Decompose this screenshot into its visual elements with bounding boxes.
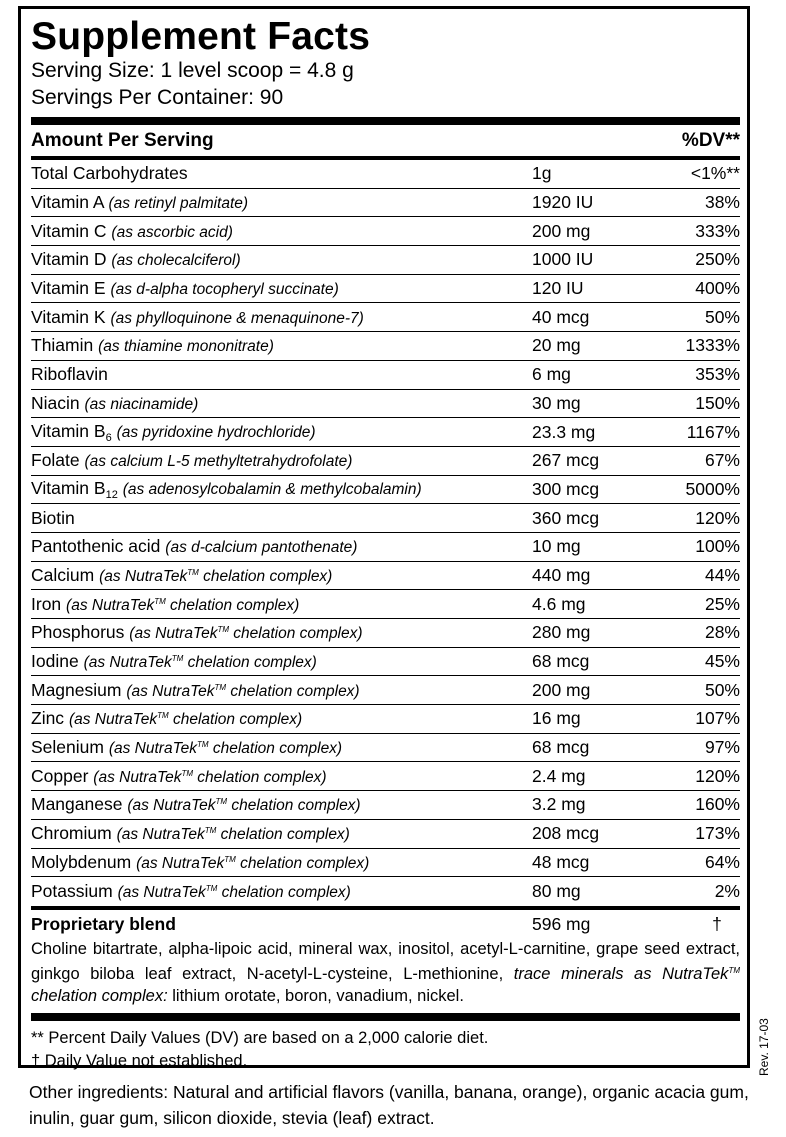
nutrient-amount: 200 mg [532,679,591,700]
nutrient-amount: 68 mcg [532,651,590,672]
nutrient-source-end: chelation complex) [226,682,360,700]
table-row [31,648,740,677]
nutrient-dv: 120% [695,507,740,528]
nutrient-source-end: chelation complex) [168,711,303,729]
nutrient-source-end: chelation complex) [208,740,343,758]
nutrient-name: Iodine [31,651,79,672]
nutrient-name-cell [31,478,532,501]
table-row [31,877,740,906]
panel-content [31,9,740,1073]
table-row [31,619,740,648]
nutrient-source: (as calcium L-5 methyltetrahydrofolate) [84,453,353,471]
servings-per-container: Servings Per Container: 90 [31,86,284,109]
blend-amount: 596 mg [532,914,591,935]
nutrient-amount: 267 mcg [532,450,600,471]
nutrient-amount: 360 mcg [532,507,600,528]
table-row [31,762,740,791]
nutrient-name: Molybdenum [31,851,132,872]
nutrient-source-end: chelation complex) [165,596,300,614]
other-ingredients: Other ingredients: Natural and artificial flavors (vanilla, banana, orange), organic acacia gum, inulin, guar gum, silicon dioxide, stevia (leaf) extract. [29,1082,749,1128]
nutrient-dv: 173% [695,823,740,844]
trademark-mark: TM [197,740,209,750]
nutrient-name-cell [31,708,532,729]
table-row [31,849,740,878]
nutrient-source: (as NutraTek [66,596,155,614]
nutrient-amount: 1000 IU [532,249,594,270]
table-row [31,562,740,591]
table-row [31,418,740,447]
blend-name: Proprietary blend [31,914,176,935]
nutrient-name: Pantothenic acid [31,536,161,557]
blend-text-italic: chelation complex: [31,986,168,1005]
nutrient-dv: 1333% [685,335,740,356]
nutrient-source: (as ascorbic acid) [111,223,233,241]
nutrient-dv: 67% [704,450,740,471]
table-row [31,246,740,275]
nutrient-source-end: chelation complex) [216,826,350,844]
nutrient-name: Riboflavin [31,364,108,385]
nutrient-source: (as NutraTek [136,854,225,872]
nutrient-name: Vitamin D [31,249,107,270]
nutrient-name: Vitamin C [31,220,107,241]
table-row [31,734,740,763]
nutrient-amount: 1g [532,163,552,184]
nutrient-name: Manganese [31,794,123,815]
nutrient-name-cell [31,364,532,385]
nutrient-dv: 250% [695,249,740,270]
dv-header-label: %DV** [681,129,740,151]
nutrient-dv: 97% [704,737,740,758]
nutrient-name-cell [31,421,532,444]
subscript: 6 [105,431,112,444]
trademark-mark: TM [157,711,169,721]
amount-per-serving-label: Amount Per Serving [31,129,214,151]
table-row [31,447,740,476]
nutrient-dv: 38% [704,192,740,213]
trademark-mark: TM [205,884,218,894]
trademark-mark: TM [181,768,193,778]
trademark-mark: TM [728,965,740,975]
nutrient-name-cell [31,680,532,701]
blend-text-end: lithium orotate, boron, vanadium, nickel. [167,986,464,1005]
nutrient-source: (as NutraTek [117,884,206,902]
nutrient-source: (as NutraTek [126,682,215,700]
nutrient-name-cell [31,766,532,787]
nutrient-amount: 48 mcg [532,851,590,872]
nutrient-amount: 30 mg [532,392,581,413]
nutrient-name: Calcium [31,564,95,585]
nutrient-dv: 1167% [686,421,740,442]
nutrient-name-cell [31,622,532,643]
nutrient-dv: 150% [695,392,740,413]
nutrient-dv: 100% [695,536,740,557]
nutrient-name: Zinc [31,708,65,729]
nutrient-name: Total Carbohydrates [31,163,188,184]
nutrient-name-cell [31,651,532,672]
nutrient-amount: 280 mg [532,622,591,643]
nutrient-name: Phosphorus [31,622,125,643]
table-row [31,705,740,734]
nutrient-name-cell [31,508,532,529]
nutrient-name-cell [31,823,532,844]
table-row [31,476,740,505]
nutrient-name-cell [31,737,532,758]
table-row [31,160,740,189]
nutrient-amount: 3.2 mg [532,794,586,815]
nutrient-dv: 44% [704,564,740,585]
revision-code: Rev. 17-03 [757,1018,771,1076]
nutrient-name: Potassium [31,881,113,902]
footnote-dv: ** Percent Daily Values (DV) are based on a 2,000 calorie diet. [31,1028,489,1047]
table-row [31,504,740,533]
nutrient-name-cell [31,278,532,299]
nutrient-source: (as d-alpha tocopheryl succinate) [110,281,339,299]
table-row [31,189,740,218]
nutrient-name: Vitamin K [31,306,106,327]
nutrient-name-cell [31,163,532,184]
blend-ingredients [31,938,740,1007]
table-row [31,332,740,361]
panel-title: Supplement Facts [31,15,371,58]
nutrient-source: (as phylloquinone & menaquinone-7) [110,309,364,327]
trademark-mark: TM [217,625,229,635]
nutrient-name: Vitamin B [31,420,106,441]
trademark-mark: TM [187,567,199,577]
nutrient-amount: 68 mcg [532,737,590,758]
nutrient-dv: 353% [695,364,740,385]
nutrient-source: (as NutraTek [108,740,197,758]
nutrient-source: (as NutraTek [127,797,216,815]
nutrient-name-cell [31,852,532,873]
nutrient-source: (as adenosylcobalamin & methylcobalamin) [122,480,422,498]
table-row [31,791,740,820]
proprietary-blend-row [31,910,740,940]
nutrient-amount: 4.6 mg [532,593,586,614]
nutrient-dv: 45% [704,651,740,672]
supplement-facts-panel [18,6,750,1068]
nutrient-name: Niacin [31,392,80,413]
nutrient-source: (as pyridoxine hydrochloride) [116,423,316,441]
nutrient-dv: 50% [704,306,740,327]
table-row [31,390,740,419]
nutrient-source: (as NutraTek [68,711,158,729]
nutrient-name: Biotin [31,507,75,528]
table-row [31,590,740,619]
nutrient-name-cell [31,192,532,213]
table-row [31,676,740,705]
nutrient-name: Selenium [31,737,104,758]
nutrient-source: (as NutraTek [83,654,172,672]
nutrient-name: Vitamin A [31,192,104,213]
nutrient-source-end: chelation complex) [217,884,351,902]
trademark-mark: TM [171,654,184,664]
nutrient-source-end: chelation complex) [198,567,333,585]
nutrient-name-cell [31,307,532,328]
nutrient-source: (as NutraTek [116,826,205,844]
nutrient-amount: 440 mg [532,564,591,585]
nutrient-amount: 2.4 mg [532,765,586,786]
blend-text-plain: Choline bitartrate, alpha-lipoic acid, mineral wax, inositol, acetyl-L-carnitine, grape seed extract, ginkgo biloba leaf extract, N-acetyl-L-cysteine, L-methionine, [31,939,740,983]
nutrient-name-cell [31,221,532,242]
nutrient-name-cell [31,565,532,586]
nutrient-source: (as NutraTek [99,567,188,585]
nutrient-dv: 120% [695,765,740,786]
footnotes [31,1027,740,1073]
blend-dv: † [712,914,722,935]
nutrient-source: (as retinyl palmitate) [108,195,249,213]
trademark-mark: TM [224,854,236,864]
nutrient-dv: 2% [714,881,740,902]
nutrient-name-cell [31,335,532,356]
table-row [31,361,740,390]
nutrient-name-cell [31,881,532,902]
nutrient-amount: 16 mg [532,708,581,729]
nutrient-source: (as d-calcium pantothenate) [165,539,358,557]
nutrient-dv: 333% [695,220,740,241]
nutrient-amount: 20 mg [532,335,581,356]
nutrient-name: Vitamin B [31,477,106,498]
nutrient-amount: 120 IU [532,278,584,299]
heavy-divider [31,117,740,125]
nutrient-name-cell [31,393,532,414]
serving-size: Serving Size: 1 level scoop = 4.8 g [31,59,354,82]
nutrient-name: Copper [31,765,89,786]
blend-text-italic: trace minerals as NutraTek [513,964,729,983]
nutrient-amount: 6 mg [532,364,571,385]
nutrient-source-end: chelation complex) [227,797,361,815]
nutrient-dv: 50% [704,679,740,700]
nutrient-amount: 300 mcg [532,478,600,499]
footnote-dagger: † Daily Value not established. [31,1051,248,1070]
nutrient-source-end: chelation complex) [193,768,327,786]
nutrient-amount: 200 mg [532,220,591,241]
trademark-mark: TM [214,682,227,692]
subscript: 12 [105,488,118,501]
nutrient-amount: 23.3 mg [532,421,596,442]
nutrient-source-end: chelation complex) [183,654,317,672]
nutrient-name-cell [31,594,532,615]
nutrient-name-cell [31,450,532,471]
nutrient-source-end: chelation complex) [235,854,370,872]
trademark-mark: TM [204,826,217,836]
table-header [31,125,740,156]
table-row [31,275,740,304]
nutrient-amount: 10 mg [532,536,581,557]
nutrient-dv: 400% [695,278,740,299]
trademark-mark: TM [154,596,166,606]
nutrient-source: (as thiamine mononitrate) [98,338,274,356]
table-row [31,820,740,849]
nutrient-name: Vitamin E [31,278,106,299]
nutrient-name: Folate [31,450,80,471]
nutrient-amount: 1920 IU [532,192,594,213]
nutrient-name-cell [31,249,532,270]
table-row [31,217,740,246]
nutrient-name-cell [31,536,532,557]
nutrient-dv: <1%** [690,163,740,184]
table-row [31,533,740,562]
nutrient-dv: 64% [704,851,740,872]
nutrient-name: Chromium [31,823,112,844]
nutrient-name: Thiamin [31,335,94,356]
nutrient-source: (as NutraTek [93,768,182,786]
nutrient-name-cell [31,794,532,815]
nutrient-source-end: chelation complex) [229,625,363,643]
heavy-divider [31,1013,740,1021]
nutrient-dv: 160% [695,794,740,815]
nutrient-name: Magnesium [31,679,122,700]
nutrient-table [31,160,740,906]
trademark-mark: TM [215,797,228,807]
nutrient-source: (as NutraTek [129,625,218,643]
nutrient-dv: 28% [704,622,740,643]
nutrient-amount: 80 mg [532,881,581,902]
nutrient-dv: 107% [695,708,740,729]
nutrient-source: (as cholecalciferol) [111,252,241,270]
table-row [31,303,740,332]
nutrient-source: (as niacinamide) [84,395,199,413]
nutrient-dv: 25% [704,593,740,614]
nutrient-amount: 40 mcg [532,306,590,327]
nutrient-name: Iron [31,593,62,614]
nutrient-dv: 5000% [685,478,740,499]
nutrient-amount: 208 mcg [532,823,600,844]
